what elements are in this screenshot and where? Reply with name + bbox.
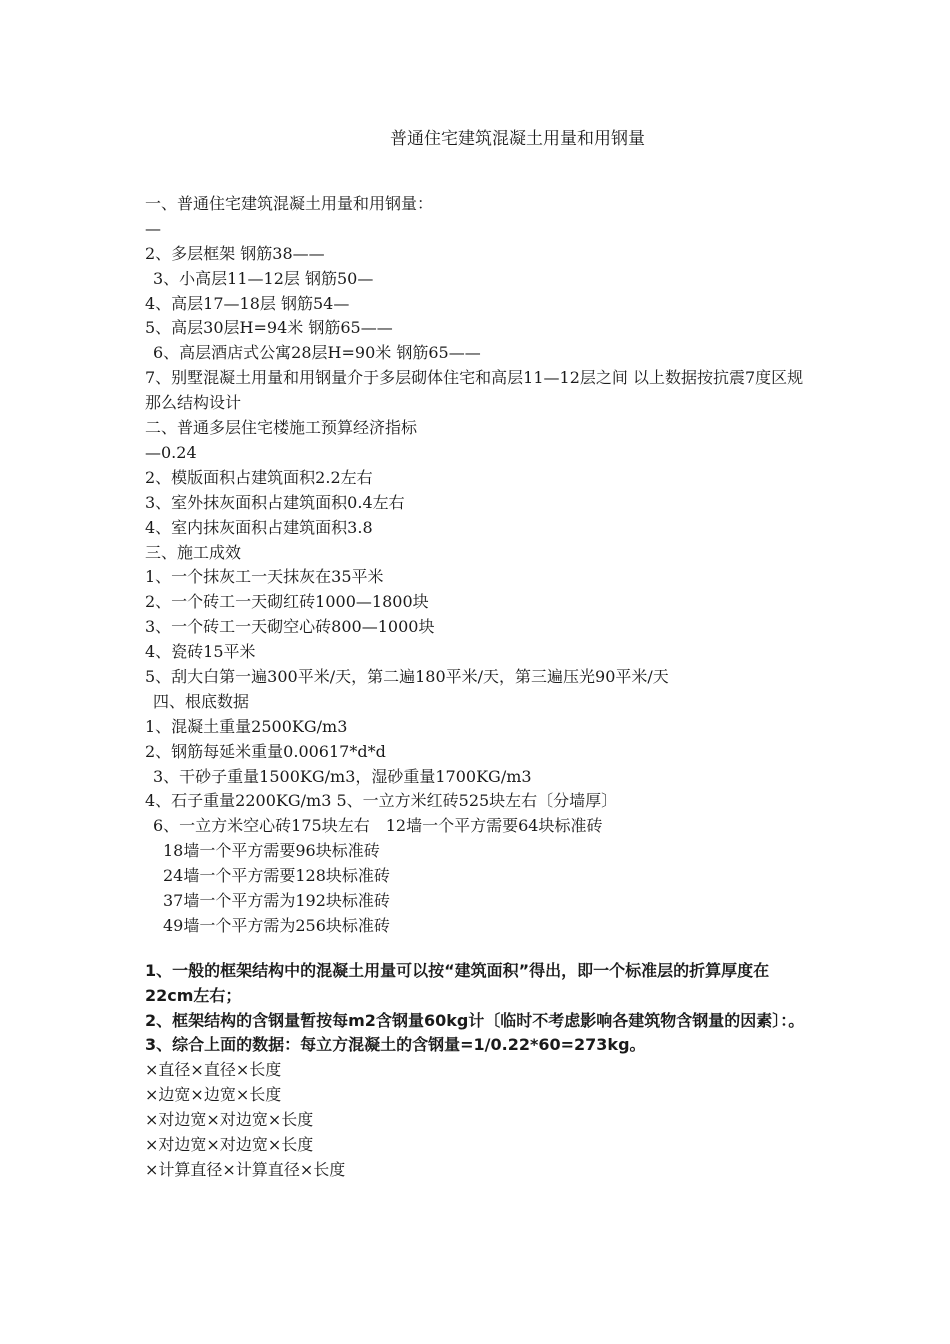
- section-heading: 二、普通多层住宅楼施工预算经济指标: [145, 418, 418, 438]
- text-line: —0.24: [145, 442, 197, 462]
- text-line: 3、一个砖工一天砌空心砖800—1000块: [145, 617, 435, 637]
- text-line: 18墙一个平方需要96块标准砖: [163, 841, 380, 861]
- text-line: 2、多层框架 钢筋38——: [145, 243, 325, 263]
- document-body: [145, 192, 815, 1183]
- paragraph-gap: [145, 939, 815, 959]
- text-line: 7、别墅混凝土用量和用钢量介于多层砌体住宅和高层11—12层之间 以上数据按抗震7度区规那么结构设计: [145, 368, 804, 413]
- formula-line: ×计算直径×计算直径×长度: [145, 1159, 346, 1179]
- text-line: 3、干砂子重量1500KG/m3，湿砂重量1700KG/m3: [153, 766, 532, 786]
- text-line: —: [145, 218, 161, 238]
- text-line: 3、小高层11—12层 钢筋50—: [153, 268, 374, 288]
- document-title: 普通住宅建筑混凝土用量和用钢量: [390, 129, 645, 149]
- section-heading: 一、普通住宅建筑混凝土用量和用钢量：: [145, 194, 434, 213]
- text-line: 1、一个抹灰工一天抹灰在35平米: [145, 567, 384, 587]
- bold-line: 1、一般的框架结构中的混凝土用量可以按“建筑面积”得出，即一个标准层的折算厚度在22cm左右；: [145, 960, 770, 1005]
- text-line: 1、混凝土重量2500KG/m3: [145, 716, 348, 736]
- text-line: 5、刮大白第一遍300平米/天，第二遍180平米/天，第三遍压光90平米/天: [145, 666, 669, 686]
- section-heading: 四、根底数据: [153, 691, 250, 711]
- text-line: 49墙一个平方需为256块标准砖: [163, 915, 390, 935]
- formula-line: ×直径×直径×长度: [145, 1060, 282, 1080]
- text-line: 3、室外抹灰面积占建筑面积0.4左右: [145, 492, 405, 512]
- bold-line: 2、框架结构的含钢量暂按每m2含钢量60kg计〔临时不考虑影响各建筑物含钢量的因素〕：。: [145, 1010, 805, 1030]
- text-line: 4、室内抹灰面积占建筑面积3.8: [145, 517, 373, 537]
- formula-line: ×对边宽×对边宽×长度: [145, 1135, 314, 1155]
- text-line: 24墙一个平方需要128块标准砖: [163, 866, 390, 886]
- text-line: 2、模版面积占建筑面积2.2左右: [145, 467, 373, 487]
- text-line: 4、石子重量2200KG/m3 5、一立方米红砖525块左右〔分墙厚〕: [145, 791, 618, 811]
- text-line: 37墙一个平方需为192块标准砖: [163, 890, 390, 910]
- text-line: 4、高层17—18层 钢筋54—: [145, 293, 350, 313]
- text-line: 4、瓷砖15平米: [145, 642, 256, 662]
- section-heading: 三、施工成效: [145, 542, 242, 562]
- text-line: 5、高层30层H=94米 钢筋65——: [145, 318, 393, 338]
- text-line: 6、一立方米空心砖175块左右 12墙一个平方需要64块标准砖: [153, 816, 603, 836]
- formula-line: ×边宽×边宽×长度: [145, 1085, 282, 1105]
- text-line: 2、一个砖工一天砌红砖1000—1800块: [145, 592, 429, 612]
- formula-line: ×对边宽×对边宽×长度: [145, 1110, 314, 1130]
- text-line: 2、钢筋每延米重量0.00617*d*d: [145, 741, 386, 761]
- bold-line: 3、综合上面的数据：每立方混凝土的含钢量=1/0.22*60=273kg。: [145, 1035, 646, 1055]
- bold-paragraphs: [145, 959, 815, 1059]
- text-line: 6、高层酒店式公寓28层H=90米 钢筋65——: [153, 343, 481, 363]
